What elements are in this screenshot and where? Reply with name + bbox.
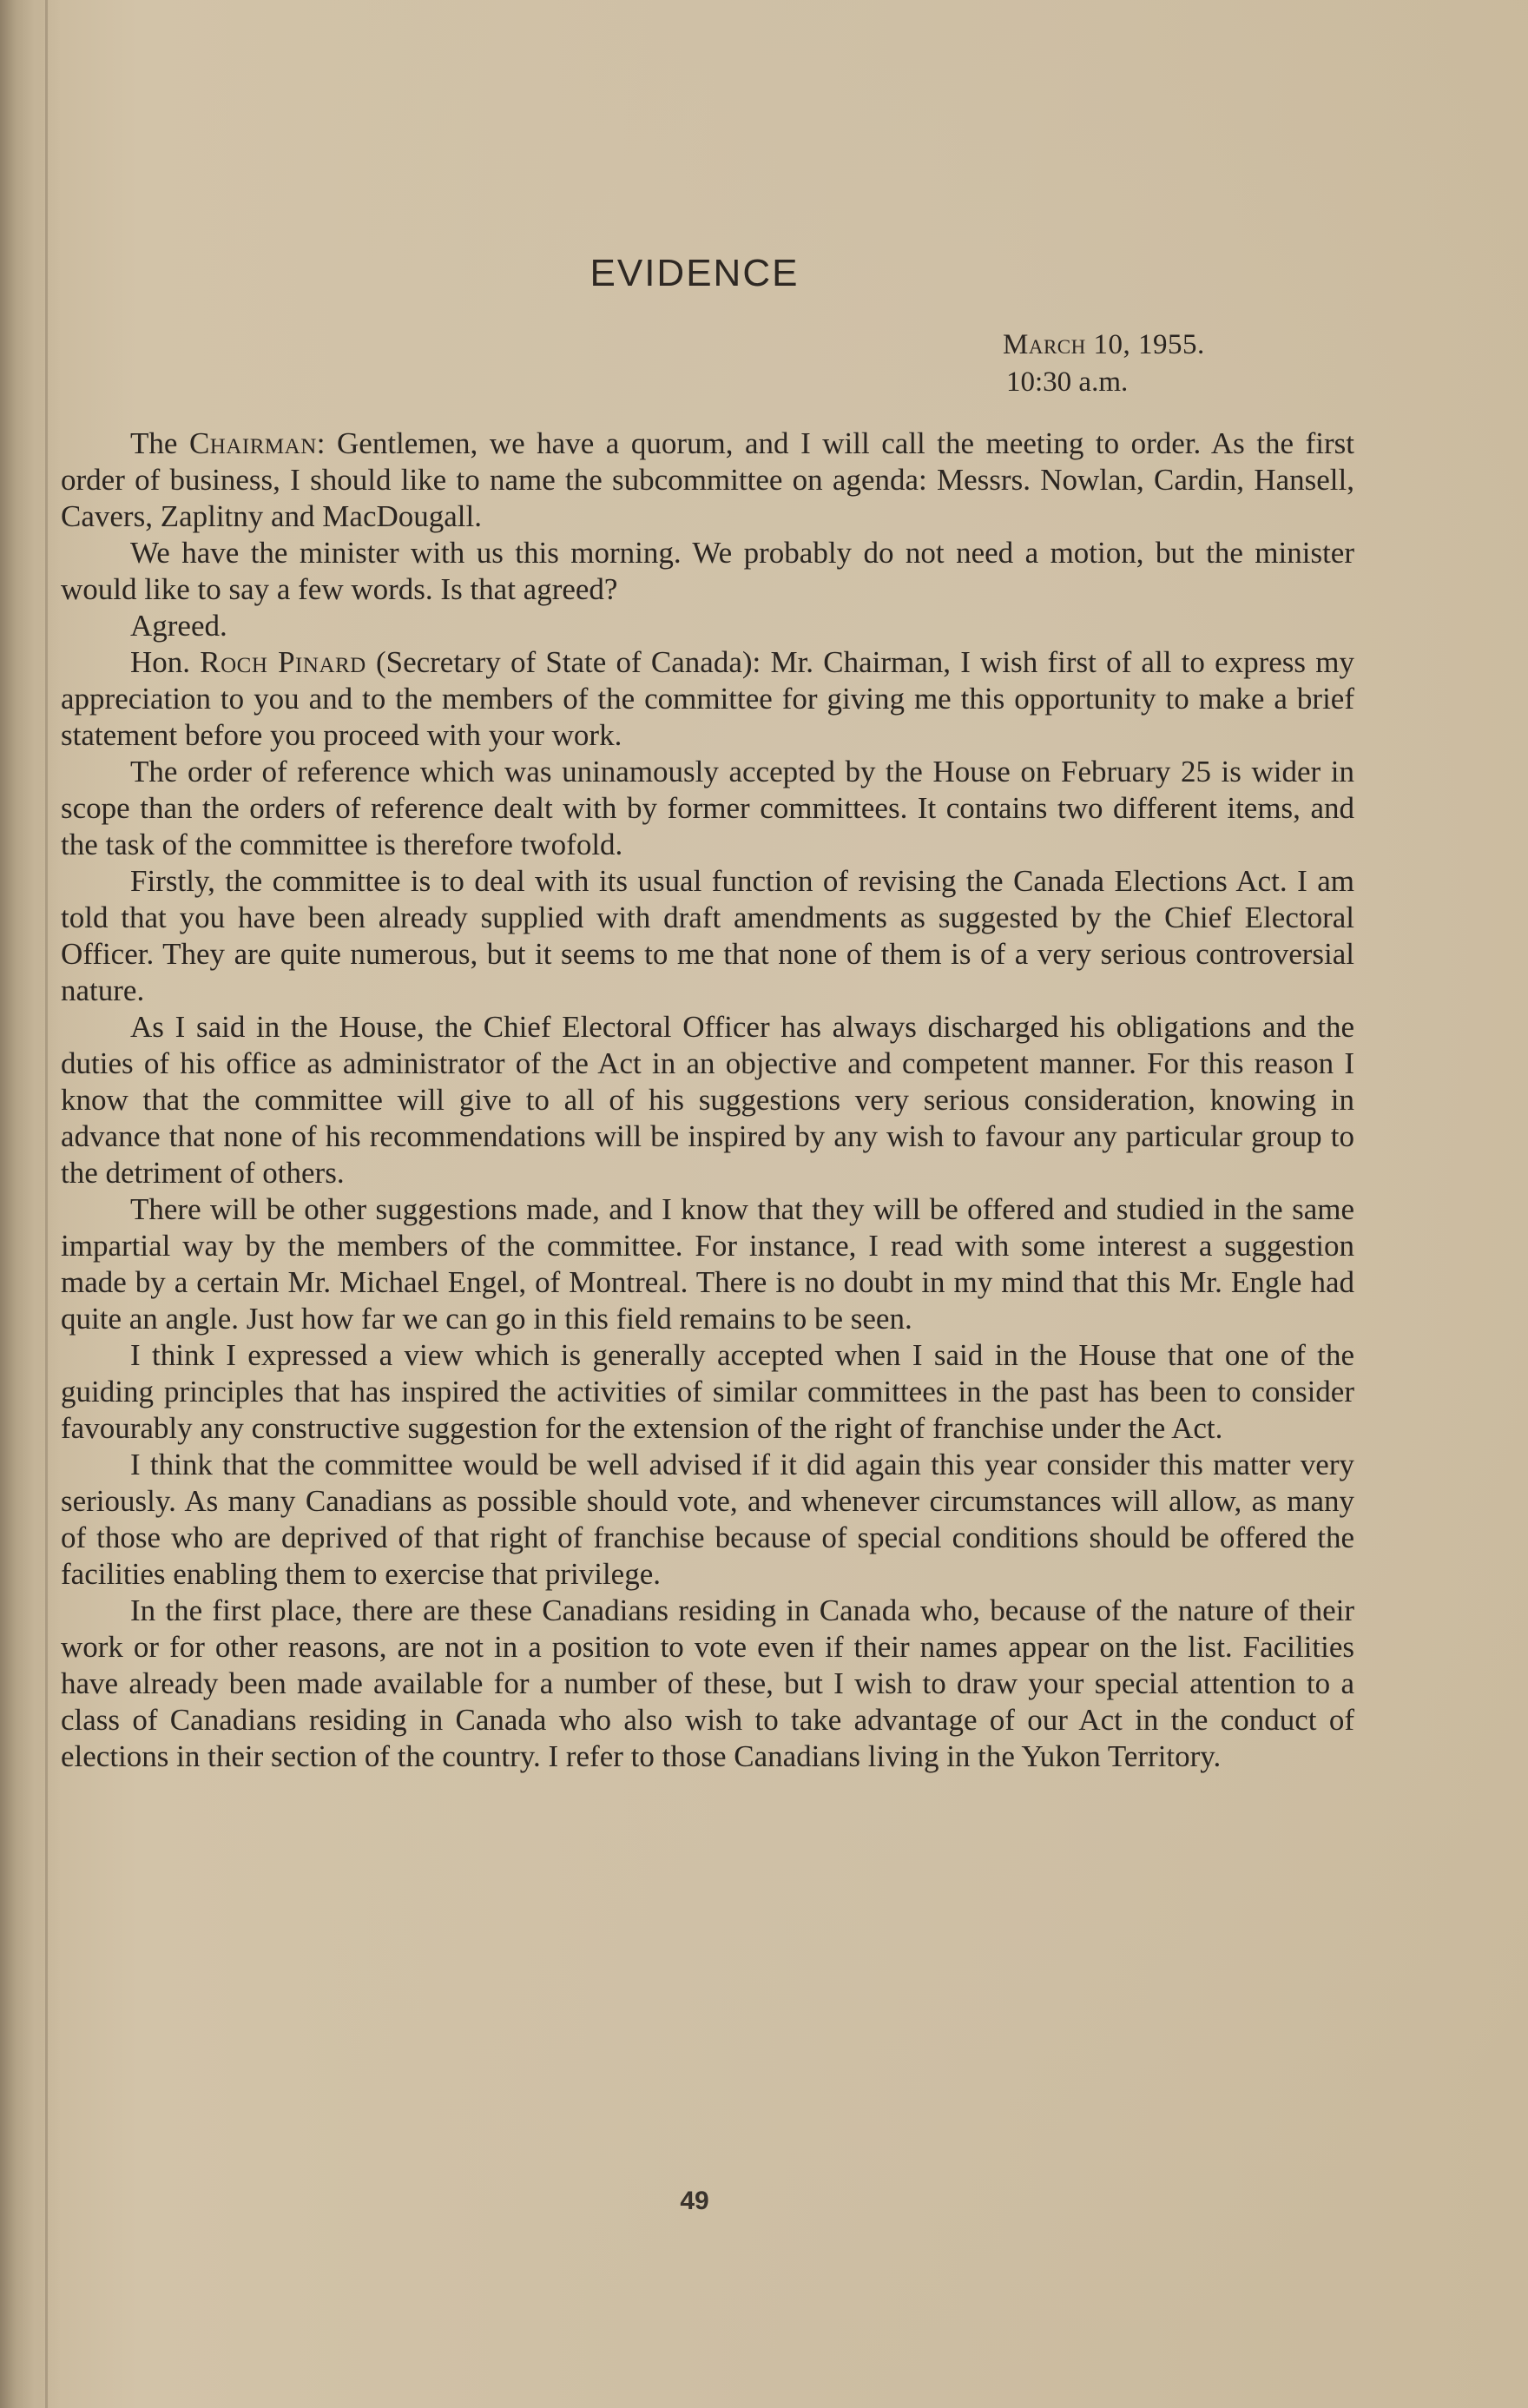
- paragraph-order-of-reference: The order of reference which was uninamously accepted by the House on February 25 is wider in scope than the orders of reference dealt with by former committees. It contains two different items, and the task of the committee is therefore twofold.: [61, 755, 1354, 861]
- speaker-name: Chairman: [188, 426, 317, 460]
- speaker-prefix: Hon.: [130, 645, 201, 679]
- page-heading: EVIDENCE: [589, 252, 800, 294]
- paragraph-text: : Gentlemen, we have a quorum, and I will call the meeting to order. As the first order of business, I should like to name the subcommittee on agenda: Messrs. Nowlan, Cardin, Hansell, Cavers, Zaplitny and MacDougall.: [61, 426, 1354, 533]
- binding-crease: [45, 0, 48, 2408]
- paragraph-agreed: Agreed.: [130, 609, 227, 643]
- paragraph-chairman-opening: [61, 426, 1354, 535]
- paragraph-firstly: Firstly, the committee is to deal with its usual function of revising the Canada Elections Act. I am told that you have been already supplied with draft amendments as suggested by the Chief Electoral Officer. They are quite numerous, but it seems to me that none of them is of a very serious controversial nature.: [61, 864, 1354, 1007]
- paragraph-other-suggestions: There will be other suggestions made, and I know that they will be offered and studied in the same impartial way by the members of the committee. For instance, I read with some interest a suggestion made by a certain Mr. Michael Engel, of Montreal. There is no doubt in my mind that this Mr. Engle had quite an angle. Just how far we can go in this field remains to be seen.: [61, 1192, 1354, 1336]
- paragraph-minister-statement: [61, 644, 1354, 754]
- paragraph-yukon: In the first place, there are these Canadians residing in Canada who, because of the nature of their work or for other reasons, are not in a position to vote even if their names appear on the list. Facilities have already been made available for a number of these, but I wish to draw your special attention to a class of Canadians residing in Canada who also wish to take advantage of our Act in the conduct of elections in their section of the country. I refer to those Canadians living in the Yukon Territory.: [61, 1593, 1354, 1773]
- paragraph-franchise: I think that the committee would be well advised if it did again this year consider this matter very seriously. As many Canadians as possible should vote, and whenever circumstances will allow, as many of those who are deprived of that right of franchise because of special conditions should be offered the facilities enabling them to exercise that privilege.: [61, 1448, 1354, 1591]
- binding-gutter: [0, 0, 61, 2408]
- paragraph-chief-electoral-officer: As I said in the House, the Chief Electoral Officer has always discharged his obligations and the duties of his office as administrator of the Act in an objective and competent manner. For this reason I know that the committee will give to all of his suggestions very serious consideration, knowing in advance that none of his recommendations will be inspired by any wish to favour any particular group to the detriment of others.: [61, 1010, 1354, 1190]
- paragraph-guiding-principles: I think I expressed a view which is generally accepted when I said in the House that one of the guiding principles that has inspired the activities of similar committees in the past has been to consider favourably any constructive suggestion for the extension of the right of franchise under the Act.: [61, 1338, 1354, 1445]
- dateline: [1003, 327, 1205, 401]
- paragraph-minister-present: We have the minister with us this morning. We probably do not need a motion, but the minister would like to say a few words. Is that agreed?: [61, 536, 1354, 606]
- session-time: 10:30 a.m.: [1006, 366, 1129, 398]
- session-date: March 10, 1955.: [1003, 329, 1205, 360]
- speaker-prefix: The: [130, 426, 189, 460]
- transcript-body: [61, 426, 1354, 1775]
- paragraph-text: (Secretary of State of Canada): Mr. Chairman, I wish first of all to express my appreciation to you and to the members of the committee for giving me this opportunity to make a brief statement before you proceed with your work.: [61, 645, 1354, 752]
- speaker-name: Roch Pinard: [200, 645, 366, 679]
- page-number: 49: [680, 2187, 709, 2215]
